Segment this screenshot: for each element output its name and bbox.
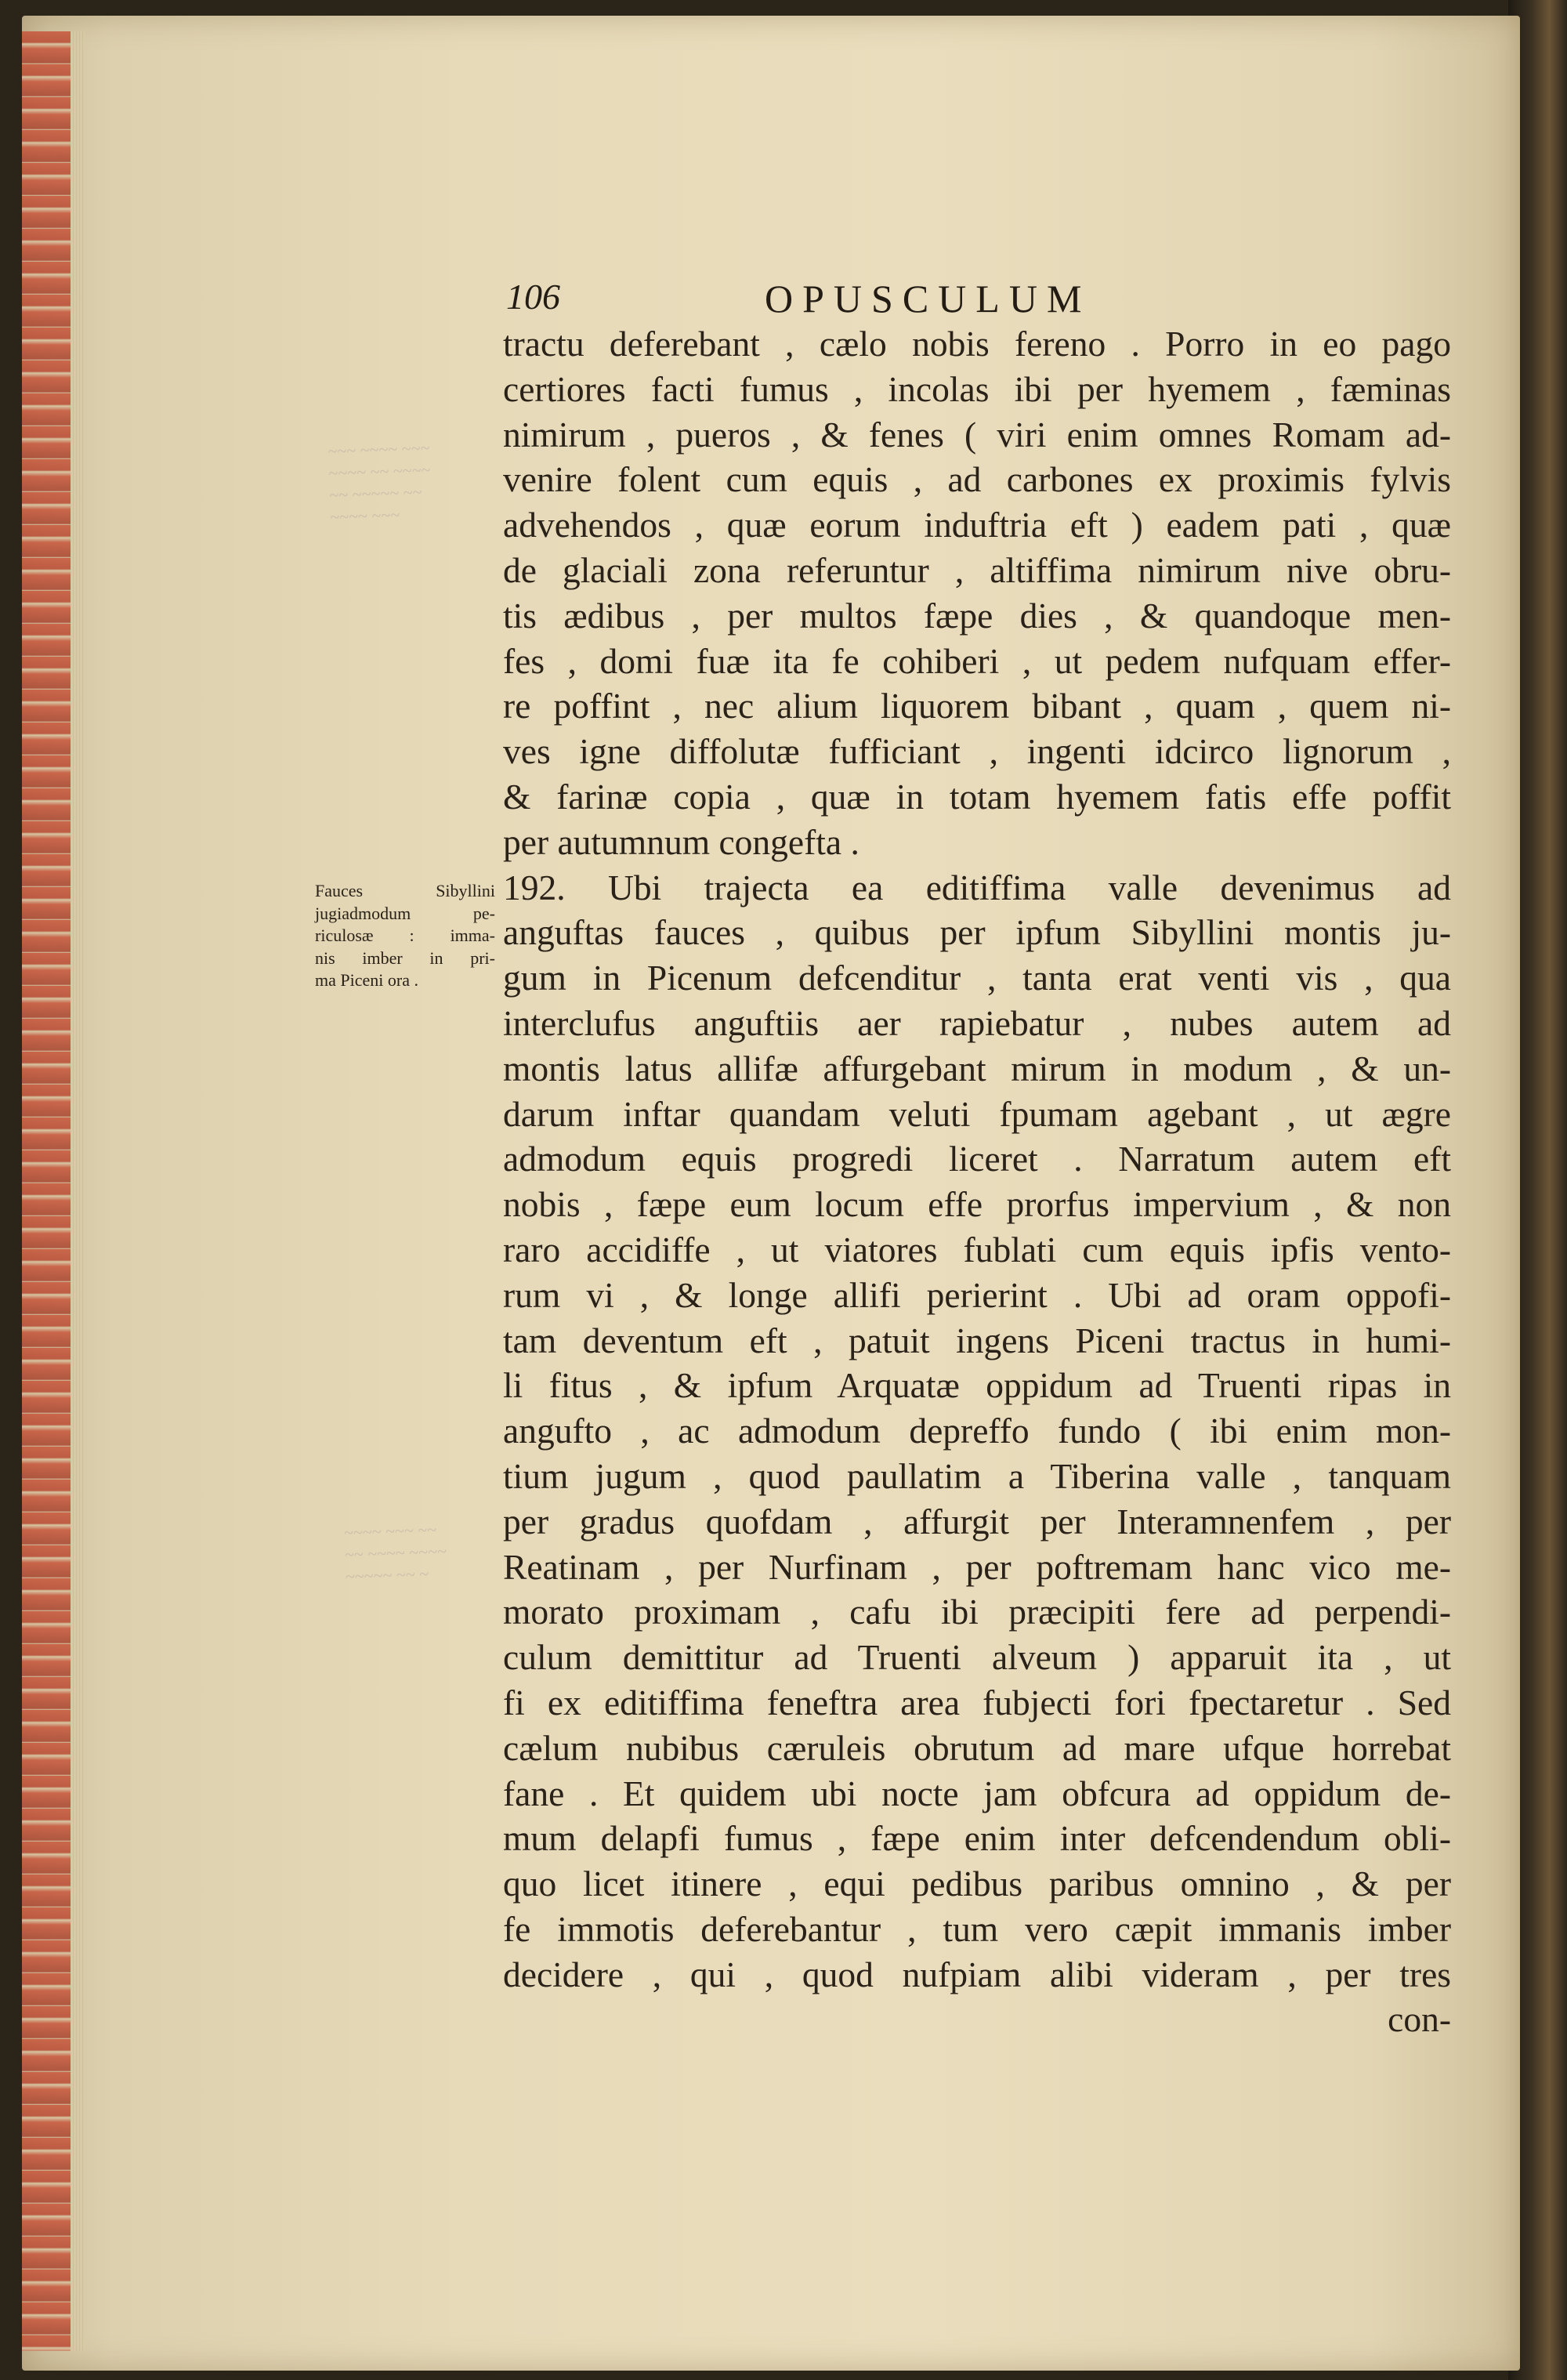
text-line: nobis , fæpe eum locum effe prorfus impervium , & non bbox=[503, 1184, 1451, 1225]
text-line: per autumnum congefta . bbox=[503, 821, 859, 862]
text-line: de glaciali zona referuntur , altiffima nimirum nive obru- bbox=[503, 549, 1451, 590]
text-line: cælum nubibus cæruleis obrutum ad mare ufque horrebat bbox=[503, 1727, 1451, 1768]
text-line: anguftas fauces , quibus per ipfum Sibyllini montis ju- bbox=[503, 912, 1451, 953]
text-line: culum demittitur ad Truenti alveum ) apparuit ita , ut bbox=[503, 1637, 1451, 1678]
text-line: interclufus anguftiis aer rapiebatur , nubes autem ad bbox=[503, 1002, 1451, 1043]
text-line: tis ædibus , per multos fæpe dies , & quandoque men- bbox=[503, 595, 1451, 636]
text-line: li fitus , & ipfum Arquatæ oppidum ad Truenti ripas in bbox=[503, 1365, 1451, 1406]
page-number: 106 bbox=[506, 277, 560, 317]
text-line: fes , domi fuæ ita fe cohiberi , ut pedem nufquam effer- bbox=[503, 640, 1451, 681]
page-edge-lines bbox=[71, 31, 85, 2351]
marginal-note bbox=[315, 880, 495, 992]
text-line: angufto , ac admodum depreffo fundo ( ibi enim mon- bbox=[503, 1411, 1451, 1451]
text-line: re poffint , nec alium liquorem bibant , quam , quem ni- bbox=[503, 686, 1451, 726]
text-line: Reatinam , per Nurfinam , per poftremam hanc vico me- bbox=[503, 1546, 1451, 1587]
text-line: fi ex editiffima feneftra area fubjecti fori fpectaretur . Sed bbox=[503, 1682, 1451, 1723]
marginal-note-line: jugiadmodum pe- bbox=[315, 903, 495, 923]
page-header bbox=[506, 276, 1462, 321]
text-line: tam deventum eft , patuit ingens Piceni tractus in humi- bbox=[503, 1320, 1451, 1360]
text-line: rum vi , & longe allifi perierint . Ubi ad oram oppofi- bbox=[503, 1274, 1451, 1315]
text-line: certiores facti fumus , incolas ibi per hyemem , fæminas bbox=[503, 368, 1451, 409]
text-line: fe immotis deferebantur , tum vero cæpit immanis imber bbox=[503, 1908, 1451, 1949]
paragraph-start-line: 192. Ubi trajecta ea editiffima valle devenimus ad bbox=[503, 867, 1451, 907]
marginal-note-line: Fauces Sibyllini bbox=[315, 881, 495, 900]
show-through-text: ~~~ ~~~~ ~~~ ~~~~ ~~ ~~~~ ~~ ~~~~~ ~~ ~~~~ ~~~ bbox=[328, 437, 431, 527]
red-page-edge bbox=[22, 31, 71, 2351]
text-line: nimirum , pueros , & fenes ( viri enim omnes Romam ad- bbox=[503, 414, 1451, 455]
body-text bbox=[503, 321, 1451, 2042]
text-line: admodum equis progredi liceret . Narratum autem eft bbox=[503, 1139, 1451, 1179]
catchword: con- bbox=[1388, 1999, 1451, 2040]
marginal-note-line: ma Piceni ora . bbox=[315, 970, 418, 990]
text-line: ves igne diffolutæ fufficiant , ingenti idcirco lignorum , bbox=[503, 731, 1451, 772]
text-line: quo licet itinere , equi pedibus paribus omnino , & per bbox=[503, 1864, 1451, 1904]
text-line: advehendos , quæ eorum induftria eft ) eadem pati , quæ bbox=[503, 505, 1451, 545]
text-line: fane . Et quidem ubi nocte jam obfcura ad oppidum de- bbox=[503, 1773, 1451, 1813]
text-line: morato proximam , cafu ibi præcipiti fere ad perpendi- bbox=[503, 1592, 1451, 1632]
text-line: mum delapfi fumus , fæpe enim inter defcendendum obli- bbox=[503, 1818, 1451, 1859]
text-line: tium jugum , quod paullatim a Tiberina valle , tanquam bbox=[503, 1455, 1451, 1496]
text-line: darum inftar quandam veluti fpumam agebant , ut ægre bbox=[503, 1093, 1451, 1134]
text-line: montis latus allifæ affurgebant mirum in modum , & un- bbox=[503, 1048, 1451, 1089]
show-through-text: ~~~~ ~~~ ~~ ~~ ~~~~ ~~~~ ~~~~~ ~~ ~ bbox=[343, 1520, 447, 1587]
text-line: per gradus quofdam , affurgit per Interamnenfem , per bbox=[503, 1501, 1451, 1541]
marginal-note-line: nis imber in pri- bbox=[315, 947, 495, 968]
text-line: raro accidiffe , ut viatores fublati cum equis ipfis vento- bbox=[503, 1229, 1451, 1270]
text-line: gum in Picenum defcenditur , tanta erat venti vis , qua bbox=[503, 958, 1451, 998]
marginal-note-line: riculosæ : imma- bbox=[315, 926, 495, 945]
text-line: decidere , qui , quod nufpiam alibi videram , per tres bbox=[503, 1954, 1451, 1994]
text-line: & farinæ copia , quæ in totam hyemem fatis effe poffit bbox=[503, 776, 1451, 817]
text-line: venire folent cum equis , ad carbones ex proximis fylvis bbox=[503, 459, 1451, 500]
running-head: OPUSCULUM bbox=[765, 277, 1091, 321]
text-line: tractu deferebant , cælo nobis fereno . Porro in eo pago bbox=[503, 324, 1451, 364]
